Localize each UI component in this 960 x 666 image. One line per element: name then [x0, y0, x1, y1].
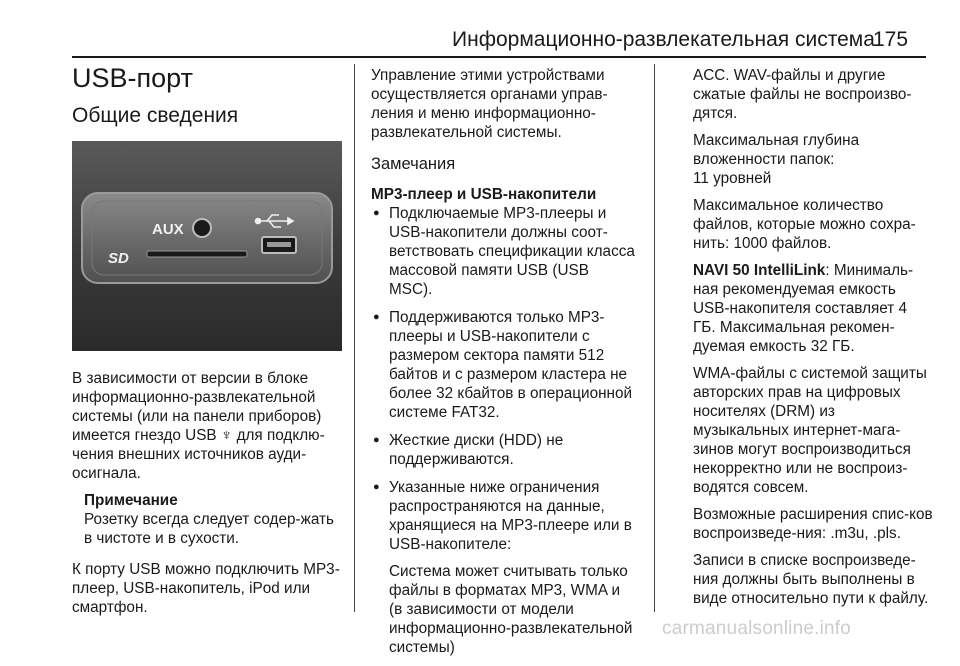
paragraph: ACC. WAV-файлы и другие сжатые файлы не воспроизво-дятся. [693, 67, 912, 122]
column-1 [72, 62, 342, 625]
list-item: ● Подключаемые MP3-плееры и USB-накопители должны соот-ветствовать спецификации класса массовой памяти USB (USB MSC). [371, 204, 635, 299]
section-title: USB-порт [72, 63, 193, 93]
navi-label: NAVI 50 IntelliLink [693, 262, 826, 279]
column-3 [693, 66, 933, 616]
paragraph: Записи в списке воспроизведе-ния должны быть выполнены в виде относительно пути к файлу. [693, 552, 929, 607]
sd-card-slot [147, 251, 247, 257]
paragraph [693, 261, 933, 356]
sd-label: SD [108, 250, 129, 267]
list-item: ● Жесткие диски (HDD) не поддерживаются. [371, 431, 635, 469]
header-rule [72, 56, 926, 58]
aux-label: AUX [152, 221, 184, 238]
list-item [371, 478, 635, 657]
paragraph: Максимальное количество файлов, которые можно сохра-нить: 1000 файлов. [693, 197, 916, 252]
paragraph: Возможные расширения спис-ков воспроизведе-ния: .m3u, .pls. [693, 506, 933, 542]
mp3-usb-subheading: MP3-плеер и USB-накопители [371, 186, 597, 203]
list-item: ● Поддерживаются только MP3-плееры и USB-накопители с размером сектора памяти 512 байтов и с размером кластера не более 32 кбайтов в операционной системе FAT32. [371, 308, 635, 422]
note-title: Примечание [84, 492, 178, 509]
remarks-list [371, 204, 635, 657]
running-header-title: Информационно-развлекательная система [452, 28, 875, 51]
usb-port-photo [72, 141, 342, 351]
list-item-continuation: Система может считывать только файлы в форматах MP3, WMA и (в зависимости от модели информационно-развлекательной системы) [389, 563, 633, 656]
remarks-heading: Замечания [371, 155, 456, 173]
paragraph: Максимальная глубина вложенности папок: 11 уровней [693, 132, 860, 187]
section-subtitle: Общие сведения [72, 104, 239, 127]
usb-devices-paragraph: К порту USB можно подключить MP3-плеер, USB-накопитель, iPod или смартфон. [72, 561, 340, 616]
list-item-text: ● Указанные ниже ограничения распространяются на данные, хранящиеся на MP3-плеере или в USB-накопителе: [389, 479, 632, 553]
column-divider [354, 64, 355, 612]
note-text: Розетку всегда следует содер-жать в чистоте и в сухости. [84, 511, 334, 547]
aux-jack [193, 219, 211, 237]
watermark: carmanualsonline.info [662, 618, 852, 639]
column-2 [371, 66, 635, 666]
intro-paragraph: В зависимости от версии в блоке информационно-развлекательной системы (или на панели приборов) имеется гнездо USB ♆ для подклю-чения внешних источников ауди-осигнала. [72, 370, 325, 482]
navi-text: : Минималь-ная рекомендуемая емкость USB-накопителя составляет 4 ГБ. Максимальная рекомен-дуемая емкость 32 ГБ. [693, 262, 914, 355]
page-number: 175 [873, 28, 909, 51]
note-box [84, 491, 342, 548]
usb-port-illustration [72, 141, 342, 351]
control-paragraph: Управление этими устройствами осуществляется органами управ-ления и меню информационно-развлекательной системы. [371, 67, 608, 141]
paragraph: WMA-файлы с системой защиты авторских прав на цифровых носителях (DRM) из музыкальных интернет-мага-зинов могут воспроизводиться некорректно или не воспроиз-водятся совсем. [693, 365, 927, 496]
column-divider [654, 64, 655, 612]
